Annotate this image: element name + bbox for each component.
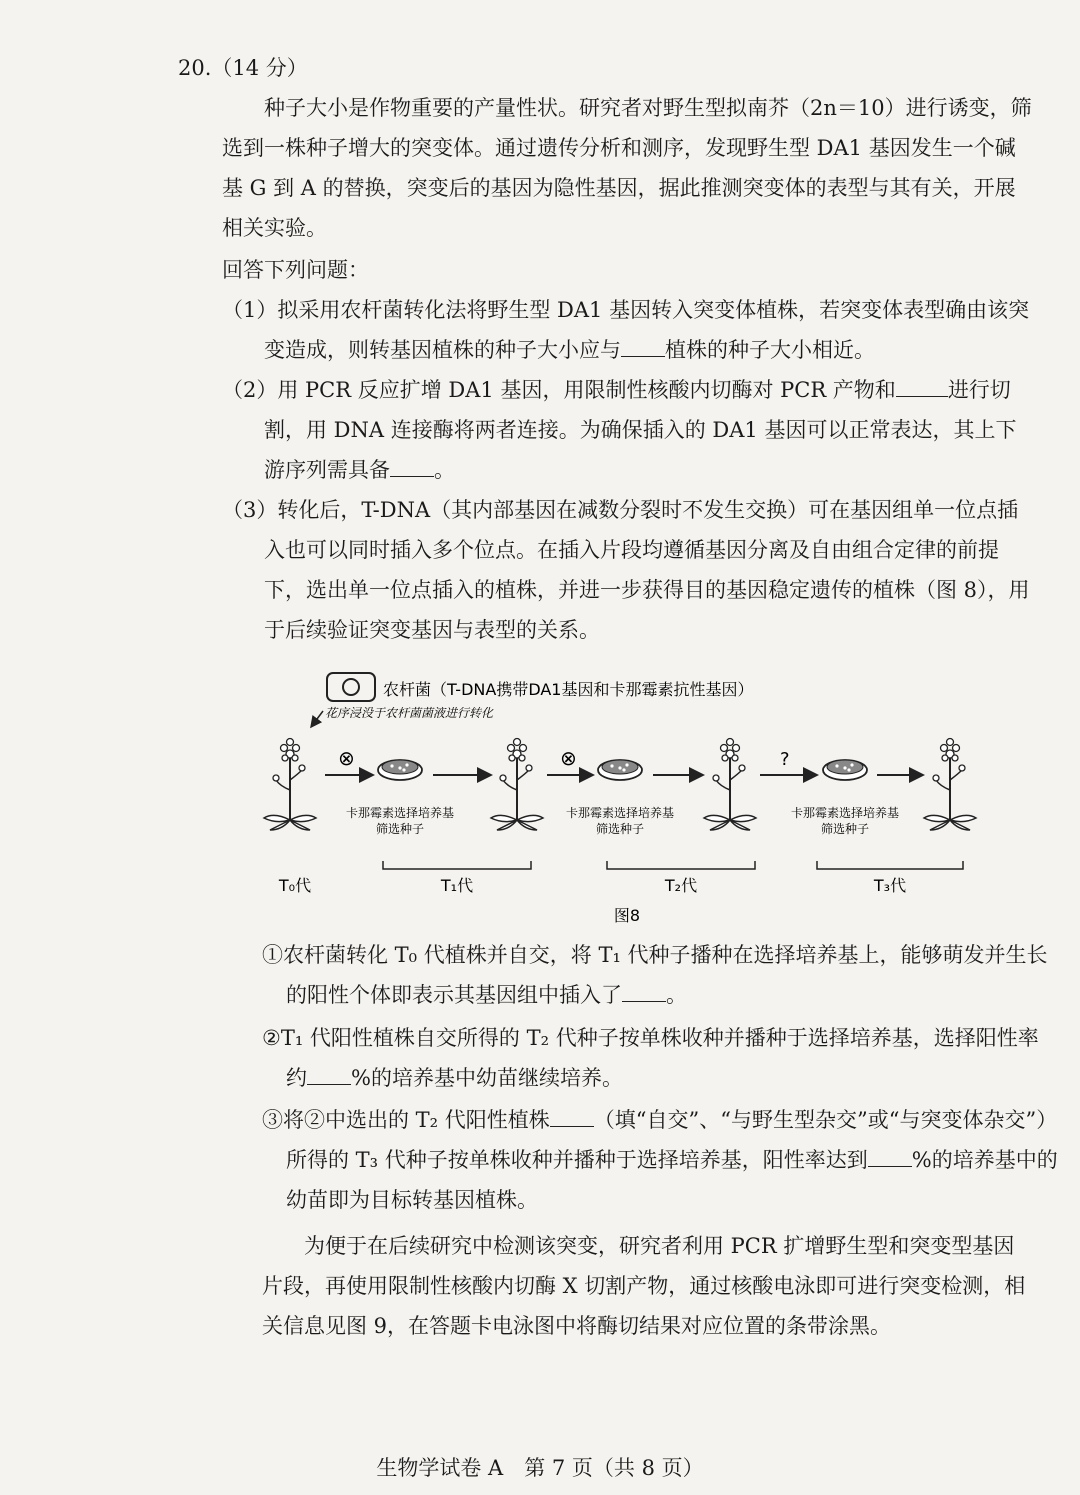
- petri-dish-1: [378, 760, 422, 780]
- petri-dish-3: [823, 760, 867, 780]
- answer-blank[interactable]: [622, 1000, 666, 1002]
- page-footer: 生物学试卷 A 第 7 页（共 8 页）: [376, 1456, 704, 1480]
- medium-label: 卡那霉素选择培养基: [790, 806, 900, 820]
- item-1-text-b: 植株的种子大小相近。: [665, 338, 875, 362]
- dip-note: 花序浸没于农杆菌菌液进行转化: [325, 706, 494, 720]
- plasmid-icon: [343, 679, 359, 695]
- medium-label-sub: 筛选种子: [820, 822, 870, 836]
- figure-8: [255, 665, 1035, 935]
- answer-blank[interactable]: [896, 395, 948, 397]
- t2-bracket: [607, 861, 755, 869]
- item-2: [222, 370, 1034, 490]
- unknown-cross-symbol: ?: [780, 749, 790, 770]
- agrobacterium-cell-icon: [327, 673, 375, 701]
- gen-label-t3: T₃代: [873, 876, 907, 895]
- medium-label-sub: 筛选种子: [375, 822, 425, 836]
- dip-arrow-icon: [311, 711, 323, 727]
- medium-label: 卡那霉素选择培养基: [565, 806, 675, 820]
- question-number: 20.: [178, 56, 212, 80]
- petri-dish-2: [598, 760, 642, 780]
- question-header: [178, 52, 308, 82]
- answer-blank[interactable]: [390, 475, 434, 477]
- item-2-text-a: 用 PCR 反应扩增 DA1 基因，用限制性核酸内切酶对 PCR 产物和: [277, 378, 896, 402]
- item-1-text-a: 拟采用农杆菌转化法将野生型 DA1 基因转入突变体植株，若突变体表型确由该突变造成，则转基因植株的种子大小应与: [264, 298, 1030, 362]
- t1-bracket: [383, 861, 531, 869]
- subitem-2-text-b: %的培养基中幼苗继续培养。: [351, 1066, 623, 1090]
- subitem-3-text-a: 将②中选出的 T₂ 代阳性植株: [283, 1108, 550, 1132]
- gen-label-t0: T₀代: [278, 876, 312, 895]
- self-cross-symbol: ⊗: [560, 746, 577, 770]
- subitem-1-text-b: 。: [666, 983, 687, 1007]
- plant-t0: [264, 739, 316, 831]
- item-3: [222, 490, 1034, 650]
- medium-label-sub: 筛选种子: [595, 822, 645, 836]
- medium-label: 卡那霉素选择培养基: [345, 806, 455, 820]
- subitem-3-text-c: %的培养基中的幼苗即为目标转基因植株。: [286, 1148, 1058, 1212]
- subitem-1-text-a: 农杆菌转化 T₀ 代植株并自交，将 T₁ 代种子播种在选择培养基上，能够萌发并生长的阳性个体即表示其基因组中插入了: [283, 943, 1048, 1007]
- answer-blank[interactable]: [550, 1125, 594, 1127]
- answer-blank[interactable]: [621, 355, 665, 357]
- plant-t3: [924, 739, 976, 831]
- subitem-3: [262, 1100, 1058, 1220]
- item-1: [222, 290, 1034, 370]
- closing-paragraph: 为便于在后续研究中检测该突变，研究者利用 PCR 扩增野生型和突变型基因片段，再使用限制性核酸内切酶 X 切割产物，通过核酸电泳即可进行突变检测，相关信息见图 9，在答题卡电泳图中将酶切结果对应位置的条带涂黑。: [262, 1234, 1026, 1338]
- gen-label-t2: T₂代: [664, 876, 698, 895]
- question-points: （14 分）: [211, 56, 308, 80]
- answer-blank[interactable]: [307, 1083, 351, 1085]
- item-2-label: （2）: [222, 378, 278, 402]
- item-3-text: 转化后，T-DNA（其内部基因在减数分裂时不发生交换）可在基因组单一位点插入也可以同时插入多个位点。在插入片段均遵循基因分离及自由组合定律的前提下，选出单一位点插入的植株，并进一步获得目的基因稳定遗传的植株（图 8），用于后续验证突变基因与表型的关系。: [264, 498, 1030, 642]
- item-1-label: （1）: [222, 298, 278, 322]
- subitem-3-label: ③: [262, 1108, 283, 1132]
- t3-bracket: [817, 861, 963, 869]
- subitem-2: [262, 1018, 1058, 1098]
- subitem-3-text-b: （填“自交”、“与野生型杂交”或“与突变体杂交”）所得的 T₃ 代种子按单株收种并播种于选择培养基，阳性率达到: [286, 1108, 1058, 1172]
- answer-blank[interactable]: [868, 1165, 912, 1167]
- self-cross-symbol: ⊗: [338, 746, 355, 770]
- subitem-1: [262, 935, 1058, 1015]
- legend-text: 农杆菌（T-DNA携带DA1基因和卡那霉素抗性基因）: [383, 680, 754, 699]
- item-3-label: （3）: [222, 498, 278, 522]
- prompt-line: 回答下列问题：: [222, 258, 369, 282]
- subitem-2-label: ②: [262, 1026, 281, 1050]
- plant-t1: [491, 739, 543, 831]
- gen-label-t1: T₁代: [440, 876, 474, 895]
- figure-caption: 图8: [613, 906, 641, 925]
- item-2-text-b: 进行切割，用 DNA 连接酶将两者连接。为确保插入的 DA1 基因可以正常表达，其上下游序列需具备: [264, 378, 1017, 482]
- subitem-1-label: ①: [262, 943, 283, 967]
- subitem-2-text-a: T₁ 代阳性植株自交所得的 T₂ 代种子按单株收种并播种于选择培养基，选择阳性率约: [280, 1026, 1039, 1090]
- intro-paragraph: 种子大小是作物重要的产量性状。研究者对野生型拟南芥（2n＝10）进行诱变，筛选到一株种子增大的突变体。通过遗传分析和测序，发现野生型 DA1 基因发生一个碱基 G 到 A 的替换，突变后的基因为隐性基因，据此推测突变体的表型与其有关，开展相关实验。: [222, 96, 1032, 240]
- item-2-text-c: 。: [434, 458, 455, 482]
- agrobacterium-legend: [327, 673, 753, 701]
- plant-t2: [704, 739, 756, 831]
